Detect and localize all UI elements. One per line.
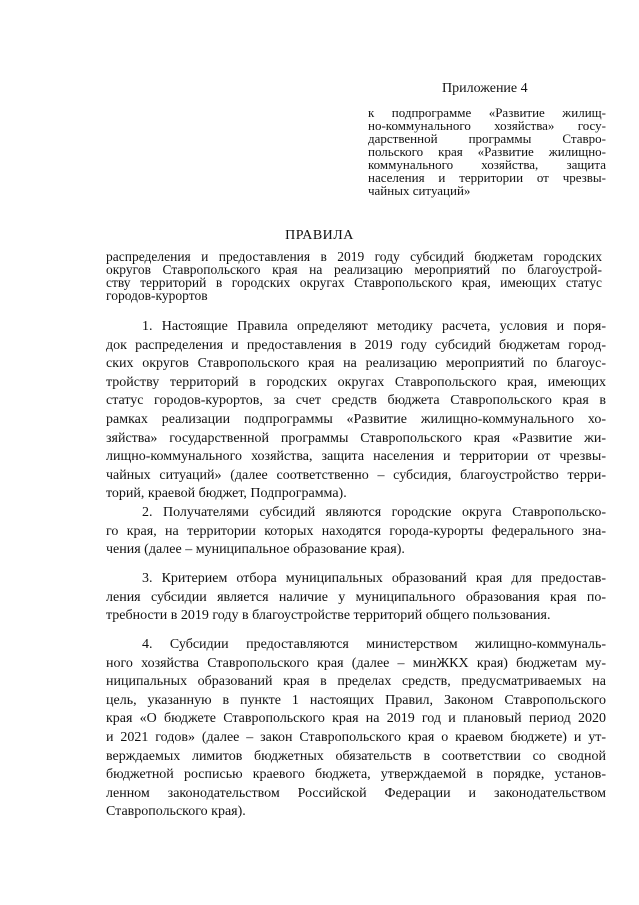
paragraph-line: чайных ситуаций» (далее соответственно – субсидия, благоустройство терри-	[106, 467, 606, 483]
paragraph-line: ления субсидии является наличие у муниципального образования края по-	[106, 589, 606, 605]
paragraph-line: и 2021 годов» (далее – закон Ставропольского края о краевом бюджете) и ут-	[106, 729, 606, 745]
subtitle-line: распределения и предоставления в 2019 году субсидий бюджетам городских	[106, 249, 602, 264]
document-subtitle	[106, 250, 602, 302]
paragraph-line: тройству территорий в городских округах Ставропольского края, имеющих	[106, 374, 606, 390]
appendix-line: к подпрограмме «Развитие жилищ-	[368, 105, 606, 120]
paragraph-line: края «О бюджете Ставропольского края на 2019 год и плановый период 2020	[106, 711, 606, 727]
paragraph-line: док распределения и предоставления в 2019 году субсидий бюджетам город-	[106, 337, 606, 353]
paragraph-line: чения (далее – муниципальное образование края).	[106, 542, 405, 558]
subtitle-line: округов Ставропольского края на реализацию мероприятий по благоустрой-	[106, 262, 602, 277]
appendix-line: но-коммунального хозяйства» госу-	[368, 118, 606, 133]
paragraph-line: ских округов Ставропольского края на реализацию мероприятий по благоус-	[106, 356, 606, 372]
subtitle-line: городов-курортов	[106, 288, 208, 303]
appendix-line: чайных ситуаций»	[368, 183, 471, 198]
paragraph-line: бюджетной росписью краевого бюджета, утверждаемой в порядке, установ-	[106, 767, 606, 783]
paragraph-3	[106, 570, 606, 626]
paragraph-4	[106, 636, 606, 822]
paragraph-line: рамках реализации подпрограммы «Развитие жилищно-коммунального хо-	[106, 411, 606, 427]
document-title: ПРАВИЛА	[285, 228, 354, 243]
appendix-line: коммунального хозяйства, защита	[368, 157, 606, 172]
paragraph-line: 2. Получателями субсидий являются городские округа Ставропольско-	[142, 505, 606, 520]
paragraph-line: 4. Субсидии предоставляются министерством жилищно-коммуналь-	[142, 637, 606, 652]
appendix-line: дарственной программы Ставро-	[368, 131, 606, 146]
appendix-line: населения и территории от чрезвы-	[368, 170, 606, 185]
paragraph-line: 1. Настоящие Правила определяют методику расчета, условия и поря-	[142, 319, 606, 334]
appendix-line: польского края «Развитие жилищно-	[368, 144, 606, 159]
subtitle-line: ству территорий в городских округах Ставропольского края, имеющих статус	[106, 275, 602, 290]
paragraph-line: торий, краевой бюджет, Подпрограмма).	[106, 486, 347, 502]
paragraph-line: статус городов-курортов, за счет средств бюджета Ставропольского края в	[106, 393, 606, 409]
paragraph-line: ленном законодательством Российской Федерации и законодательством	[106, 785, 606, 801]
paragraph-line: Ставропольского края).	[106, 804, 246, 820]
paragraph-line: требности в 2019 году в благоустройстве территорий общего пользования.	[106, 608, 551, 624]
paragraph-line: го края, на территории которых находятся города-курорты федерального зна-	[106, 523, 606, 539]
paragraph-line: ного хозяйства Ставропольского края (далее – минЖКХ края) бюджетам му-	[106, 655, 606, 671]
paragraph-line: зяйства» государственной программы Ставропольского края «Развитие жи-	[106, 430, 606, 446]
appendix-reference	[368, 106, 606, 197]
paragraph-line: лищно-коммунального хозяйства, защита населения и территории от чрезвы-	[106, 449, 606, 465]
appendix-title: Приложение 4	[442, 81, 528, 96]
paragraph-line: верждаемых лимитов бюджетных обязательств в соответствии со сводной	[106, 748, 606, 764]
paragraph-line: 3. Критерием отбора муниципальных образований края для предостав-	[142, 571, 606, 586]
paragraph-line: ниципальных образований края в пределах средств, предусматриваемых на	[106, 674, 606, 690]
paragraph-1	[106, 318, 606, 504]
paragraph-2	[106, 504, 606, 560]
paragraph-line: цель, указанную в пункте 1 настоящих Правил, Законом Ставропольского	[106, 692, 606, 708]
